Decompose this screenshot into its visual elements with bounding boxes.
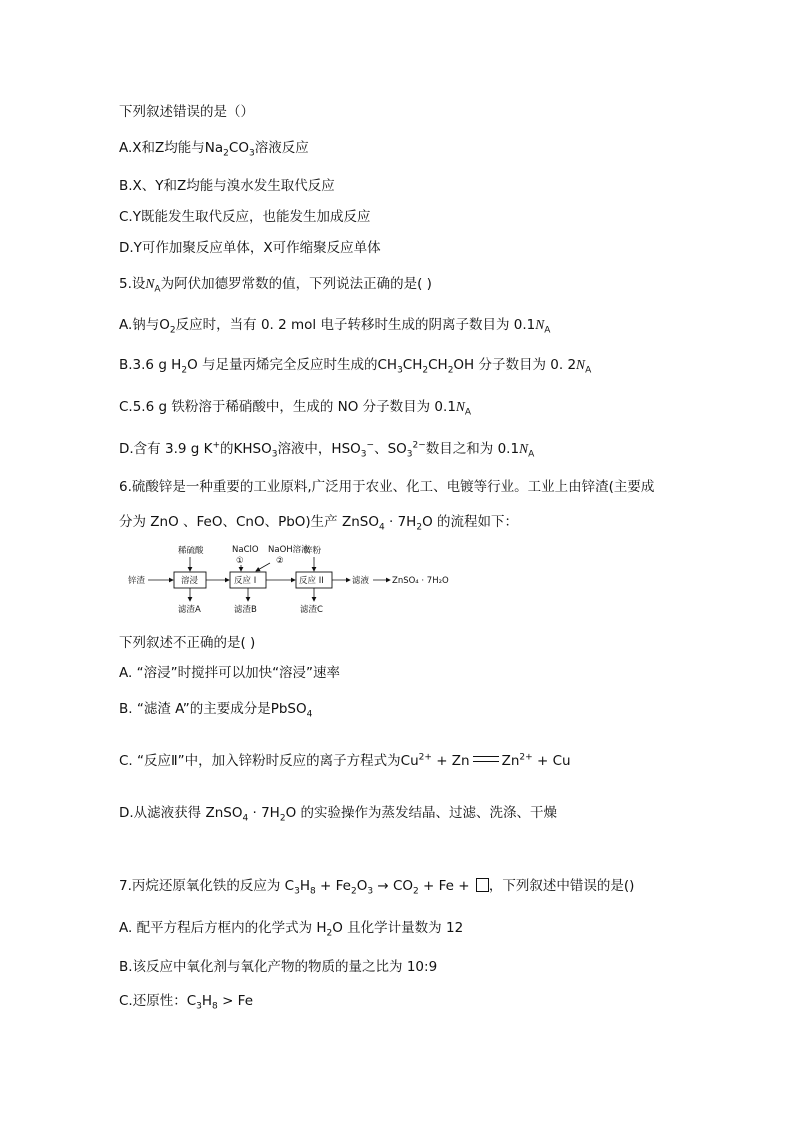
- process-flow-diagram: [128, 543, 468, 618]
- q6-stem-line1: 6.硫酸锌是一种重要的工业原料,广泛用于农业、化工、电镀等行业。工业上由锌渣(主要成: [119, 479, 655, 495]
- q7-option-a: A. 配平方程后方框内的化学式为 $H_2O$ 且化学计量数为 12: [119, 920, 464, 939]
- flow-reagent-naoh: NaOH溶液: [268, 545, 310, 555]
- q6-stem-line2: 分为 ZnO 、FeO、CnO、PbO)生产 ZnSO$_4$ · $7H_2O$ 的流程如下：: [119, 514, 518, 533]
- flow-reagent-zinc-powder: 锌粉: [304, 546, 322, 556]
- q5-option-d: D.含有 3.9 g K+的$KHSO_3$溶液中，$HSO_3^-$、$SO_3^{2-}$数目之和为 $0.1N_A$: [119, 440, 535, 460]
- q5-option-a: A.钠与$O_2$反应时，当有 0. 2 mol 电子转移时生成的阴离子数目为 $0.1N_A$: [119, 317, 551, 336]
- flow-residue-b: 滤渣B: [234, 605, 257, 615]
- q5-option-b: B.3.6 g $H_2O$ 与足量丙烯完全反应时生成的$CH_3CH_2CH_2OH$ 分子数目为 0. $2N_A$: [119, 357, 592, 376]
- q4-option-b: B.X、Y和Z均能与溴水发生取代反应: [119, 178, 335, 194]
- q4-stem: 下列叙述错误的是（）: [119, 104, 254, 120]
- flow-reagent-naclo: NaClO: [232, 545, 259, 555]
- q6-option-c: C. “反应Ⅱ”中，加入锌粉时反应的离子方程式为$Cu^{2+} + Zn$ $Zn^{2+} + Cu$: [119, 752, 571, 769]
- q6-option-a: A. “溶浸”时搅拌可以加快“溶浸”速率: [119, 665, 341, 681]
- flow-product: ZnSO₄ · 7H₂O: [392, 576, 449, 586]
- q5-stem: 5.设$N_A$为阿伏加德罗常数的值，下列说法正确的是( ): [119, 276, 432, 295]
- q7-option-c: C.还原性：$C_3H_8 > Fe$: [119, 993, 254, 1012]
- flow-input-label: 锌渣: [128, 576, 146, 586]
- flow-residue-a: 滤渣A: [178, 605, 201, 615]
- q7-stem: 7.丙烷还原氧化铁的反应为 $C_3H_8 + Fe_2O_3 \to CO_2 + Fe$ + ，下列叙述中错误的是(): [119, 878, 635, 897]
- flow-box-reaction-1-label: 反应 I: [234, 576, 257, 586]
- q6-option-b: B. “滤渣 A”的主要成分是PbSO$_4$: [119, 701, 313, 720]
- q4-option-c: C.Y既能发生取代反应，也能发生加成反应: [119, 209, 371, 225]
- flow-residue-c: 滤渣C: [300, 605, 323, 615]
- equals-line-icon: [473, 756, 499, 762]
- q6-question: 下列叙述不正确的是( ): [119, 635, 256, 651]
- flow-reagent-sulfuric-acid: 稀硫酸: [178, 546, 204, 556]
- q4-option-a: A.X和Z均能与$Na_2CO_3$溶液反应: [119, 140, 309, 159]
- flow-step-2: ②: [276, 556, 284, 566]
- flow-step-1: ①: [236, 556, 244, 566]
- blank-box-icon: [476, 878, 489, 892]
- q4-option-d: D.Y可作加聚反应单体，X可作缩聚反应单体: [119, 240, 381, 256]
- q7-option-b: B.该反应中氧化剂与氧化产物的物质的量之比为 10:9: [119, 959, 438, 975]
- q5-option-c: C.5.6 g 铁粉溶于稀硝酸中，生成的 NO 分子数目为 $0.1N_A$: [119, 399, 472, 418]
- flow-filtrate: 滤液: [352, 576, 370, 586]
- q6-option-d: D.从滤液获得 ZnSO$_4$ · $7H_2O$ 的实验操作为蒸发结晶、过滤、洗涤、干燥: [119, 805, 557, 824]
- flow-box-reaction-2-label: 反应 II: [299, 576, 324, 586]
- flow-box-dissolve-label: 溶浸: [181, 576, 199, 586]
